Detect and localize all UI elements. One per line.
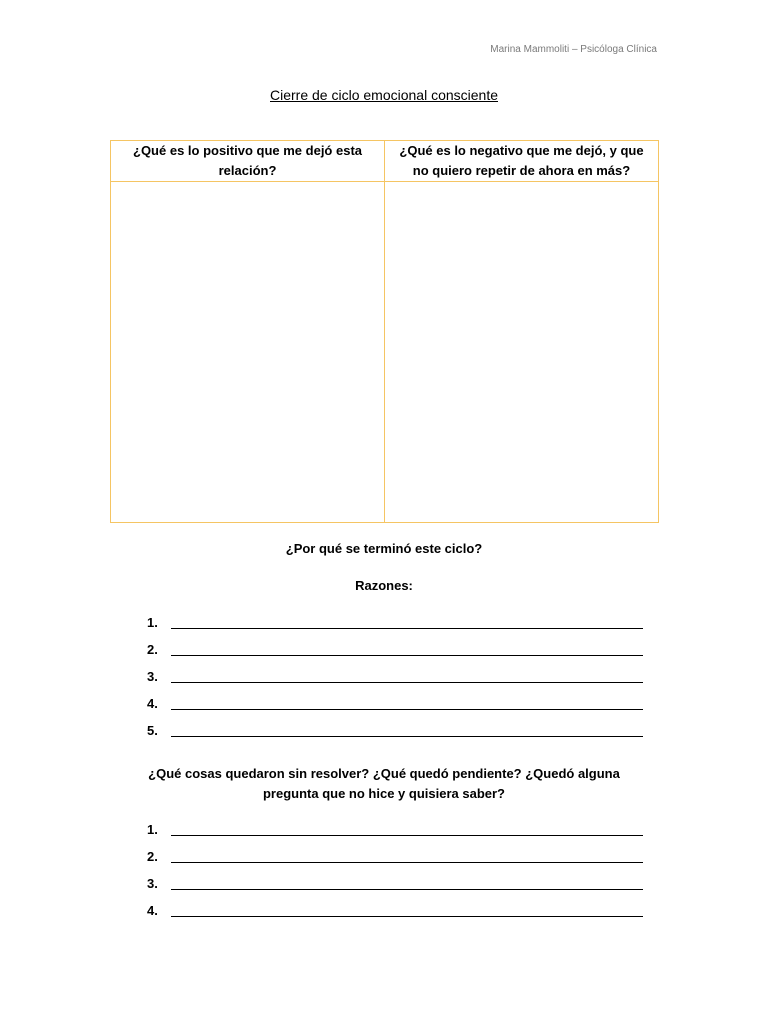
answer-line[interactable] (171, 618, 643, 629)
list-item (147, 685, 643, 712)
table-header-row (111, 141, 659, 182)
list-item (147, 838, 643, 865)
reasons-subheading: Razones: (355, 578, 413, 593)
table-body-row (111, 182, 659, 523)
list-item-number: 2. (147, 849, 158, 864)
why-cycle-ended-heading: ¿Por qué se terminó este ciclo? (285, 541, 483, 556)
positive-answer-cell[interactable] (111, 182, 385, 523)
answer-line[interactable] (171, 906, 643, 917)
list-item-number: 3. (147, 669, 158, 684)
unresolved-list (147, 811, 643, 919)
answer-line[interactable] (171, 645, 643, 656)
list-item-number: 5. (147, 723, 158, 738)
negative-column-heading: ¿Qué es lo negativo que me dejó, y que no quiero repetir de ahora en más? (399, 143, 644, 178)
answer-line[interactable] (171, 825, 643, 836)
answer-line[interactable] (171, 852, 643, 863)
list-item (147, 712, 643, 739)
unresolved-question: ¿Qué cosas quedaron sin resolver? ¿Qué quedó pendiente? ¿Quedó alguna pregunta que no hice y quisiera saber? (148, 766, 620, 801)
list-item-number: 2. (147, 642, 158, 657)
list-item (147, 658, 643, 685)
positive-column-heading: ¿Qué es lo positivo que me dejó esta relación? (133, 143, 362, 178)
list-item-number: 4. (147, 903, 158, 918)
list-item (147, 892, 643, 919)
answer-line[interactable] (171, 672, 643, 683)
list-item-number: 1. (147, 822, 158, 837)
list-item (147, 811, 643, 838)
list-item (147, 604, 643, 631)
list-item (147, 865, 643, 892)
list-item (147, 631, 643, 658)
reasons-list (147, 604, 643, 739)
answer-line[interactable] (171, 726, 643, 737)
list-item-number: 1. (147, 615, 158, 630)
document-title: Cierre de ciclo emocional consciente (270, 87, 498, 103)
page-header-author: Marina Mammoliti – Psicóloga Clínica (490, 44, 657, 55)
table-header-positive (111, 141, 385, 182)
answer-line[interactable] (171, 699, 643, 710)
negative-answer-cell[interactable] (385, 182, 659, 523)
table-header-negative (385, 141, 659, 182)
list-item-number: 4. (147, 696, 158, 711)
list-item-number: 3. (147, 876, 158, 891)
reflection-table (110, 140, 659, 523)
answer-line[interactable] (171, 879, 643, 890)
